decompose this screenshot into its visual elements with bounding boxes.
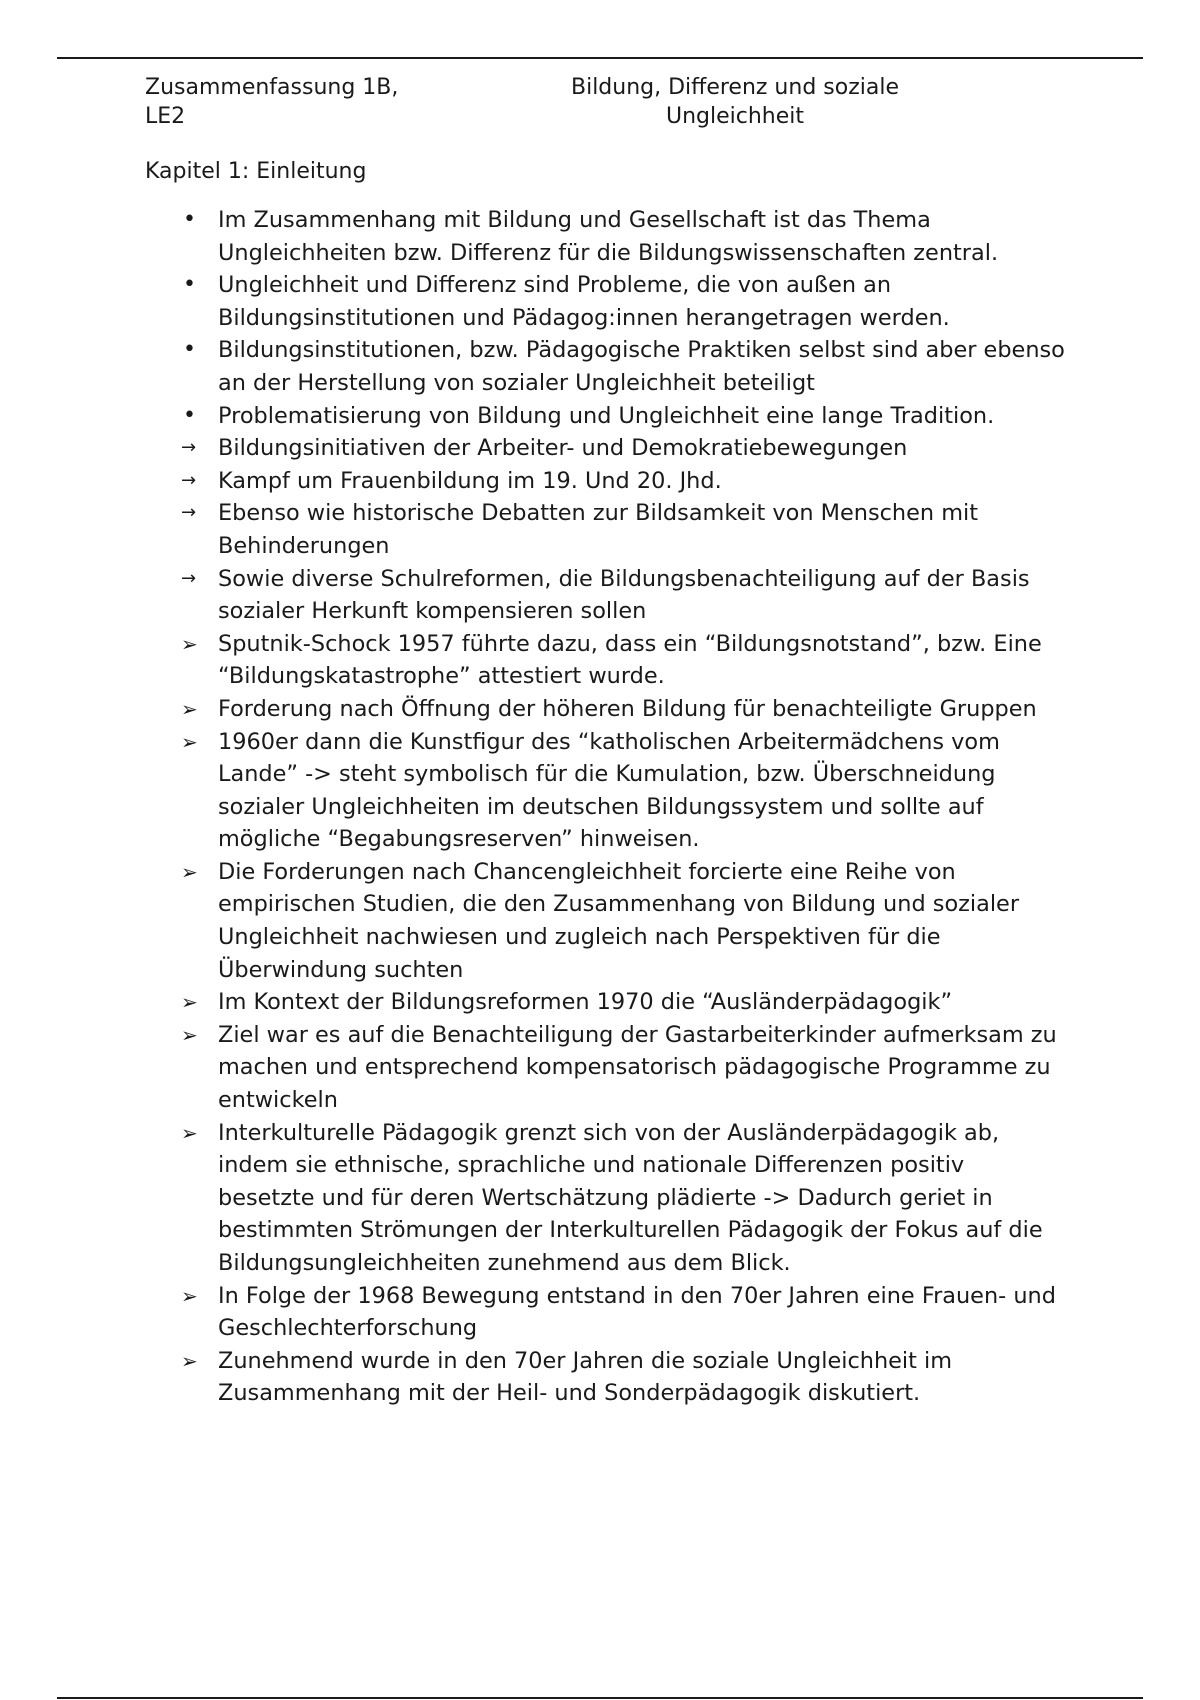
header-right-line2: Ungleichheit — [665, 104, 805, 129]
bullet-icon: • — [183, 207, 196, 232]
list-item — [145, 1345, 1065, 1410]
chevron-arrow-icon: ➢ — [181, 1348, 198, 1373]
list-item — [145, 693, 1065, 726]
bullet-icon: • — [183, 402, 196, 428]
chevron-arrow-icon: ➢ — [181, 631, 198, 656]
list-item-text: Sowie diverse Schulreformen, die Bildungsbenachteiligung auf der Basis sozialer Herkunft kompensieren sollen — [218, 565, 1030, 625]
list-item — [145, 726, 1065, 856]
arrow-right-icon: → — [181, 567, 197, 589]
bullet-icon: • — [183, 272, 196, 298]
bullet-icon: • — [183, 337, 196, 363]
chapter-title: Kapitel 1: Einleitung — [145, 159, 367, 184]
list-item-text: Kampf um Frauenbildung im 19. Und 20. Jhd. — [218, 467, 722, 494]
list-item — [145, 204, 1065, 269]
header-right — [545, 73, 925, 131]
list-item-text: 1960er dann die Kunstfigur des “katholischen Arbeitermädchens vom Lande” -> steht symbolisch für die Kumulation, bzw. Überschneidung sozialer Ungleichheiten im deutschen Bildungssystem und sollte auf mögliche “Begabungsreserven” hinweisen. — [218, 728, 1000, 853]
list-item-text: Ungleichheit und Differenz sind Probleme, die von außen an Bildungsinstitutionen und Pädagog:innen herangetragen werden. — [218, 272, 950, 331]
list-item-text: Bildungsinstitutionen, bzw. Pädagogische Praktiken selbst sind aber ebenso an der Herstellung von sozialer Ungleichheit beteiligt — [218, 337, 1065, 396]
list-item — [145, 269, 1065, 334]
list-item — [145, 400, 1065, 433]
list-item — [145, 432, 1065, 465]
bullet-list — [145, 204, 1065, 1410]
chevron-arrow-icon: ➢ — [181, 859, 198, 884]
bottom-rule — [57, 1697, 1143, 1699]
list-item-text: Zunehmend wurde in den 70er Jahren die soziale Ungleichheit im Zusammenhang mit der Heil- und Sonderpädagogik diskutiert. — [218, 1347, 953, 1407]
chevron-arrow-icon: ➢ — [181, 990, 198, 1015]
list-item-text: Sputnik-Schock 1957 führte dazu, dass ein “Bildungsnotstand”, bzw. Eine “Bildungskatastrophe” attestiert wurde. — [218, 630, 1042, 690]
chevron-arrow-icon: ➢ — [181, 1022, 198, 1047]
header-right-line1: Bildung, Differenz und soziale — [570, 75, 899, 100]
arrow-right-icon: → — [181, 437, 197, 459]
list-item — [145, 1117, 1065, 1280]
list-item — [145, 1280, 1065, 1345]
list-item — [145, 1019, 1065, 1117]
list-item — [145, 563, 1065, 628]
list-item-text: Im Zusammenhang mit Bildung und Gesellschaft ist das Thema Ungleichheiten bzw. Differenz für die Bildungswissenschaften zentral. — [218, 207, 999, 266]
list-item-text: In Folge der 1968 Bewegung entstand in den 70er Jahren eine Frauen- und Geschlechterforschung — [218, 1282, 1056, 1342]
list-item-text: Ziel war es auf die Benachteiligung der Gastarbeiterkinder aufmerksam zu machen und entsprechend kompensatorisch pädagogische Programme zu entwickeln — [218, 1021, 1057, 1114]
top-rule — [57, 57, 1143, 59]
list-item — [145, 856, 1065, 986]
list-item — [145, 497, 1065, 562]
list-item — [145, 334, 1065, 399]
chevron-arrow-icon: ➢ — [181, 729, 198, 754]
list-item-text: Problematisierung von Bildung und Ungleichheit eine lange Tradition. — [218, 402, 995, 429]
header-left — [145, 73, 445, 131]
arrow-right-icon: → — [181, 469, 197, 491]
list-item-text: Im Kontext der Bildungsreformen 1970 die “Ausländerpädagogik” — [218, 989, 953, 1016]
list-item-text: Interkulturelle Pädagogik grenzt sich von der Ausländerpädagogik ab, indem sie ethnische, sprachliche und nationale Differenzen positiv besetzte und für deren Wertschätzung plädierte -> Dadurch geriet in bestimmten Strömungen der Interkulturellen Pädagogik der Fokus auf die Bildungsungleichheiten zunehmend aus dem Blick. — [218, 1119, 1043, 1276]
header-left-line1: Zusammenfassung 1B, — [145, 75, 399, 100]
arrow-right-icon: → — [181, 502, 197, 524]
chevron-arrow-icon: ➢ — [181, 696, 198, 721]
list-item-text: Die Forderungen nach Chancengleichheit forcierte eine Reihe von empirischen Studien, die den Zusammenhang von Bildung und sozialer Ungleichheit nachwiesen und zugleich nach Perspektiven für die Überwindung suchten — [218, 858, 1020, 983]
list-item-text: Bildungsinitiativen der Arbeiter- und Demokratiebewegungen — [218, 435, 908, 462]
list-item — [145, 628, 1065, 693]
list-item — [145, 986, 1065, 1019]
chevron-arrow-icon: ➢ — [181, 1283, 198, 1308]
list-item-text: Ebenso wie historische Debatten zur Bildsamkeit von Menschen mit Behinderungen — [218, 500, 979, 559]
header-left-line2: LE2 — [145, 104, 186, 129]
list-item-text: Forderung nach Öffnung der höheren Bildung für benachteiligte Gruppen — [218, 695, 1037, 722]
list-item — [145, 465, 1065, 498]
chevron-arrow-icon: ➢ — [181, 1120, 198, 1145]
